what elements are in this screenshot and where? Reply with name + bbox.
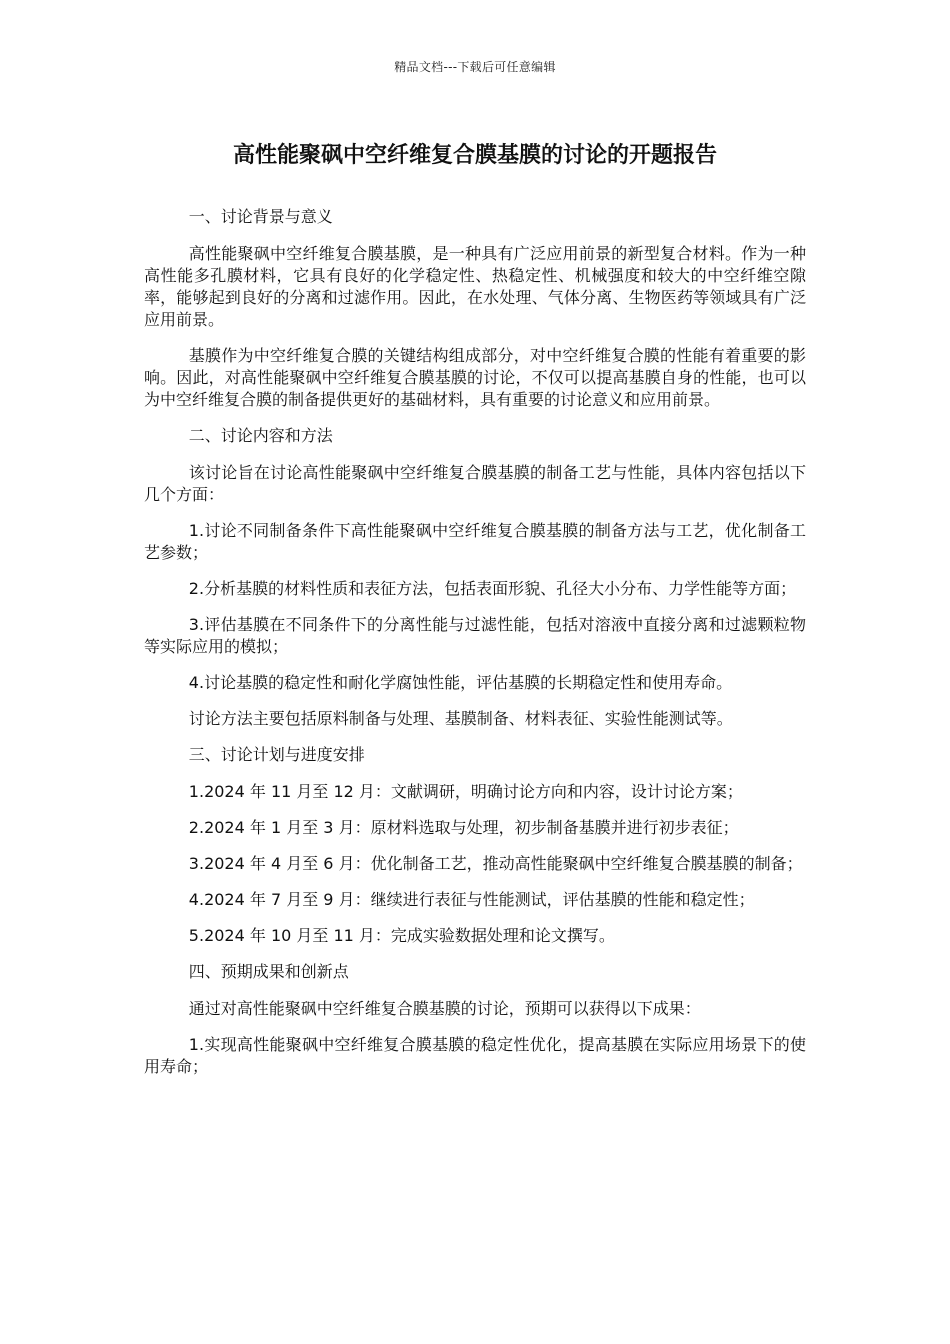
page-header: 精品文档---下载后可任意编辑 (394, 60, 556, 74)
paragraph: 通过对高性能聚砜中空纤维复合膜基膜的讨论，预期可以获得以下成果： (188, 999, 701, 1018)
list-item: 4.2024 年 7 月至 9 月：继续进行表征与性能测试，评估基膜的性能和稳定性； (188, 890, 755, 909)
list-item: 1.2024 年 11 月至 12 月：文献调研，明确讨论方向和内容，设计讨论方案； (188, 782, 743, 801)
paragraph: 高性能聚砜中空纤维复合膜基膜，是一种具有广泛应用前景的新型复合材料。作为一种高性能多孔膜材料，它具有良好的化学稳定性、热稳定性、机械强度和较大的中空纤维空隙率，能够起到良好的分离和过滤作用。因此，在水处理、气体分离、生物医药等领域具有广泛应用前景。 (144, 244, 806, 329)
list-item: 5.2024 年 10 月至 11 月：完成实验数据处理和论文撰写。 (188, 926, 615, 945)
section-heading-schedule: 三、讨论计划与进度安排 (188, 745, 365, 764)
list-item: 1.实现高性能聚砜中空纤维复合膜基膜的稳定性优化，提高基膜在实际应用场景下的使用寿命； (144, 1035, 806, 1076)
document-title: 高性能聚砜中空纤维复合膜基膜的讨论的开题报告 (232, 143, 717, 168)
list-item: 3.评估基膜在不同条件下的分离性能与过滤性能，包括对溶液中直接分离和过滤颗粒物等实际应用的模拟； (144, 615, 806, 656)
list-item: 2.分析基膜的材料性质和表征方法，包括表面形貌、孔径大小分布、力学性能等方面； (188, 579, 797, 598)
section-heading-background: 一、讨论背景与意义 (188, 207, 333, 226)
paragraph: 基膜作为中空纤维复合膜的关键结构组成部分，对中空纤维复合膜的性能有着重要的影响。因此，对高性能聚砜中空纤维复合膜基膜的讨论，不仅可以提高基膜自身的性能，也可以为中空纤维复合膜的制备提供更好的基础材料，具有重要的讨论意义和应用前景。 (144, 346, 806, 409)
list-item: 3.2024 年 4 月至 6 月：优化制备工艺，推动高性能聚砜中空纤维复合膜基膜的制备； (188, 854, 803, 873)
section-heading-outcomes: 四、预期成果和创新点 (188, 962, 349, 981)
document-body (144, 206, 806, 1092)
paragraph: 讨论方法主要包括原料制备与处理、基膜制备、材料表征、实验性能测试等。 (188, 709, 733, 728)
list-item: 4.讨论基膜的稳定性和耐化学腐蚀性能，评估基膜的长期稳定性和使用寿命。 (188, 673, 733, 692)
list-item: 1.讨论不同制备条件下高性能聚砜中空纤维复合膜基膜的制备方法与工艺，优化制备工艺参数； (144, 521, 806, 562)
paragraph: 该讨论旨在讨论高性能聚砜中空纤维复合膜基膜的制备工艺与性能，具体内容包括以下几个方面： (144, 463, 806, 504)
section-heading-content-methods: 二、讨论内容和方法 (188, 426, 333, 445)
list-item: 2.2024 年 1 月至 3 月：原材料选取与处理，初步制备基膜并进行初步表征； (188, 818, 739, 837)
